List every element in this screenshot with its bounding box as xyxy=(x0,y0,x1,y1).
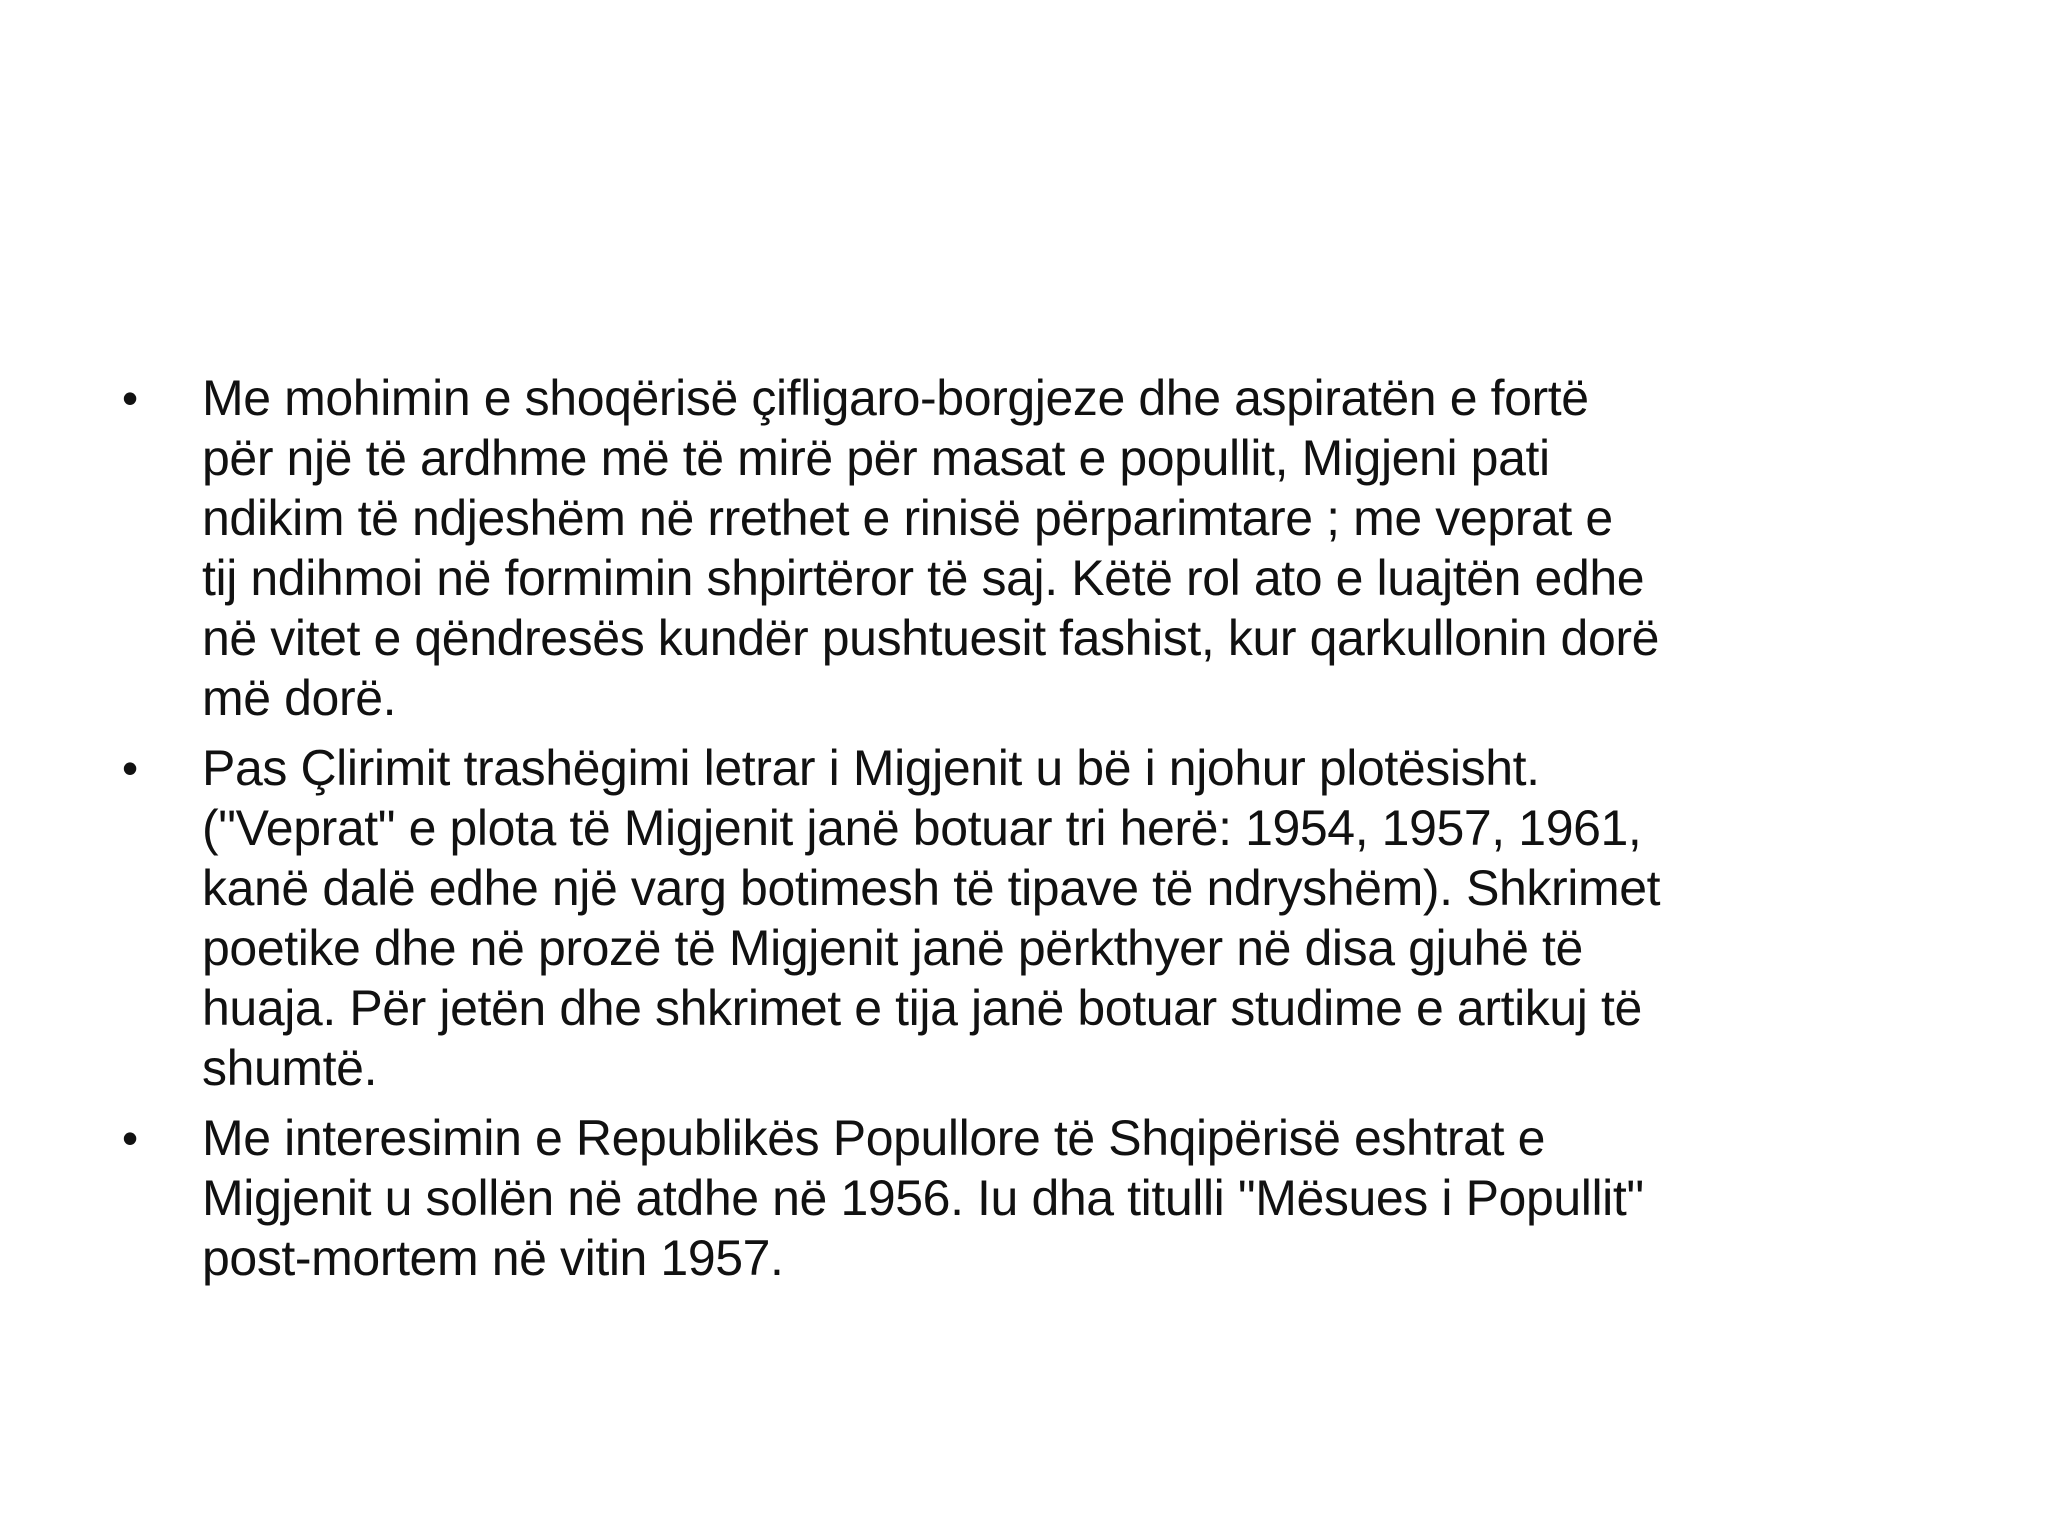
bullet-marker: • xyxy=(122,742,139,794)
text-line: për një të ardhme më të mirë për masat e popullit, Migjeni pati xyxy=(202,430,1550,486)
bullet-marker: • xyxy=(122,1112,139,1164)
text-line: më dorë. xyxy=(202,670,397,726)
text-line: shumtë. xyxy=(202,1040,378,1096)
text-line: post-mortem në vitin 1957. xyxy=(202,1230,784,1286)
text-line: ("Veprat" e plota të Migjenit janë botuar tri herë: 1954, 1957, 1961, xyxy=(202,800,1642,856)
bullet-text-3 xyxy=(202,1108,1952,1288)
bullet-list xyxy=(122,368,1952,1298)
text-line: në vitet e qëndresës kundër pushtuesit fashist, kur qarkullonin dorë xyxy=(202,610,1660,666)
bullet-text-2 xyxy=(202,738,1952,1098)
bullet-item-1 xyxy=(122,368,1952,728)
text-line: Pas Çlirimit trashëgimi letrar i Migjenit u bë i njohur plotësisht. xyxy=(202,740,1540,796)
bullet-item-2 xyxy=(122,738,1952,1098)
text-line: tij ndihmoi në formimin shpirtëror të saj. Këtë rol ato e luajtën edhe xyxy=(202,550,1645,606)
text-line: Me mohimin e shoqërisë çifligaro-borgjeze dhe aspiratën e fortë xyxy=(202,370,1589,426)
text-line: huaja. Për jetën dhe shkrimet e tija janë botuar studime e artikuj të xyxy=(202,980,1642,1036)
bullet-text-1 xyxy=(202,368,1952,728)
text-line: ndikim të ndjeshëm në rrethet e rinisë përparimtare ; me veprat e xyxy=(202,490,1613,546)
text-line: Migjenit u sollën në atdhe në 1956. Iu dha titulli "Mësues i Popullit" xyxy=(202,1170,1644,1226)
text-line: Me interesimin e Republikës Popullore të Shqipërisë eshtrat e xyxy=(202,1110,1545,1166)
text-line: kanë dalë edhe një varg botimesh të tipave të ndryshëm). Shkrimet xyxy=(202,860,1661,916)
bullet-item-3 xyxy=(122,1108,1952,1288)
bullet-marker: • xyxy=(122,372,139,424)
text-line: poetike dhe në prozë të Migjenit janë përkthyer në disa gjuhë të xyxy=(202,920,1583,976)
